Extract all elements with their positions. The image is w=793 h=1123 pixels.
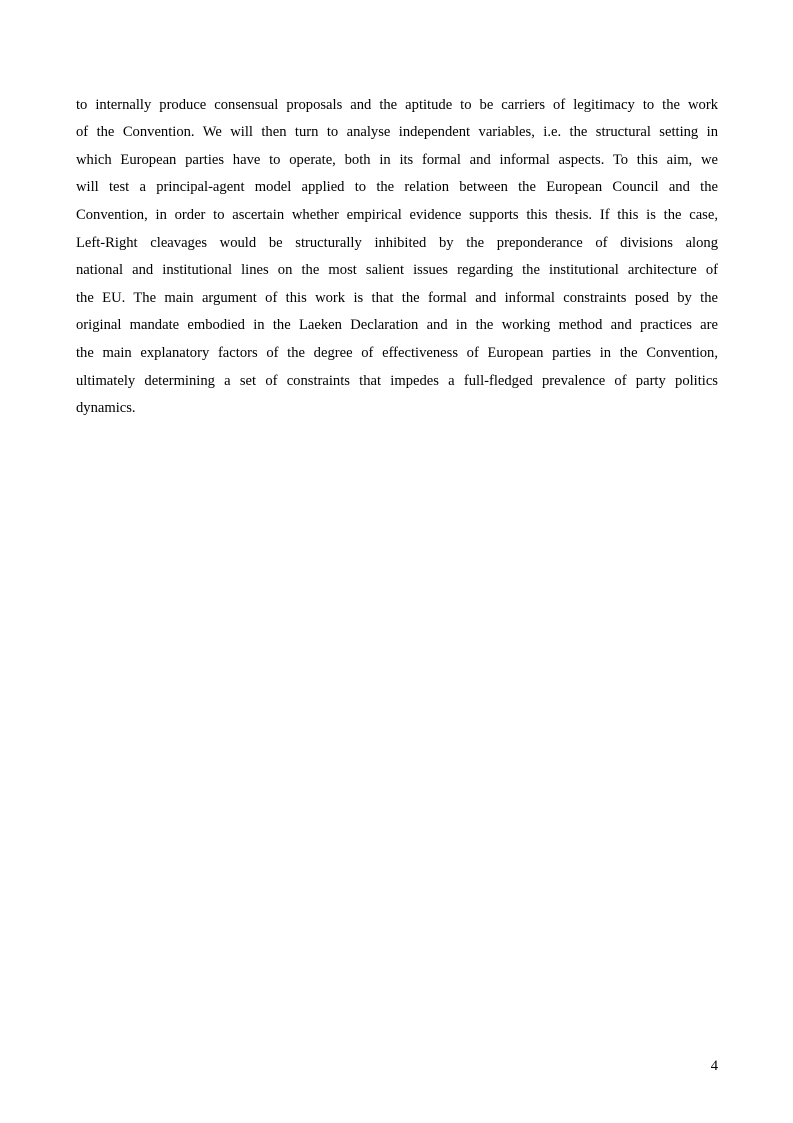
body-text-line: national and institutional lines on the most salient issues regarding the institutional architecture of bbox=[76, 262, 718, 278]
body-text-line: the main explanatory factors of the degree of effectiveness of European parties in the Convention, bbox=[76, 345, 718, 361]
body-text-line: which European parties have to operate, both in its formal and informal aspects. To this aim, we bbox=[76, 152, 718, 168]
body-text-line: of the Convention. We will then turn to analyse independent variables, i.e. the structural setting in bbox=[76, 124, 718, 140]
body-text-line-last: dynamics. bbox=[76, 400, 136, 416]
body-text-line: Convention, in order to ascertain whether empirical evidence supports this thesis. If this is the case, bbox=[76, 207, 718, 223]
body-text-line: original mandate embodied in the Laeken Declaration and in the working method and practices are bbox=[76, 317, 718, 333]
body-text-line: to internally produce consensual proposals and the aptitude to be carriers of legitimacy to the work bbox=[76, 97, 718, 113]
body-text-line: will test a principal-agent model applied to the relation between the European Council and the bbox=[76, 179, 718, 195]
body-text-line: Left-Right cleavages would be structurally inhibited by the preponderance of divisions along bbox=[76, 235, 718, 251]
page-number: 4 bbox=[710, 1058, 718, 1074]
body-text-line: the EU. The main argument of this work is that the formal and informal constraints posed by the bbox=[76, 290, 718, 306]
body-text-line: ultimately determining a set of constraints that impedes a full-fledged prevalence of party politics bbox=[76, 373, 718, 389]
